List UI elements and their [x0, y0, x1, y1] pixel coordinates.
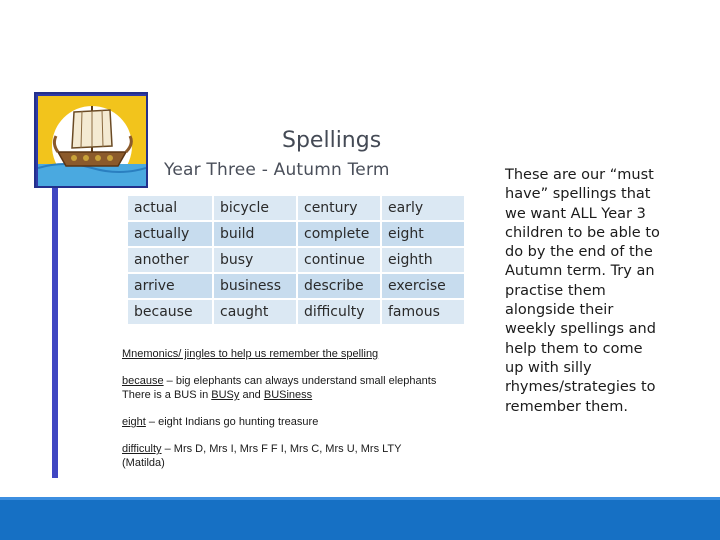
word-cell: complete — [298, 222, 380, 246]
mnemonic-eight — [122, 416, 318, 428]
spellings-document-image — [34, 92, 480, 478]
footer-accent-line — [0, 497, 720, 500]
word-cell: continue — [298, 248, 380, 272]
word-cell: famous — [382, 300, 464, 324]
mnemonic-because — [122, 375, 436, 387]
word-cell: actual — [128, 196, 212, 220]
table-row — [128, 222, 464, 246]
mnemonics-heading — [122, 348, 378, 360]
word-cell: early — [382, 196, 464, 220]
word-cell: caught — [214, 300, 296, 324]
mnemonic-text: There is a BUS in — [122, 389, 212, 401]
word-cell: exercise — [382, 274, 464, 298]
word-cell: bicycle — [214, 196, 296, 220]
mnemonic-difficulty — [122, 443, 401, 455]
word-cell: eight — [382, 222, 464, 246]
mnemonics-heading-text: Mnemonics/ jingles to help us remember the spelling — [122, 348, 379, 360]
word-cell: actually — [128, 222, 212, 246]
school-logo — [34, 92, 148, 188]
table-row — [128, 300, 464, 324]
mnemonic-keyword: BUSy — [211, 389, 240, 401]
table-row — [128, 274, 464, 298]
word-cell: describe — [298, 274, 380, 298]
mnemonic-keyword: BUSiness — [263, 389, 313, 401]
word-cell: busy — [214, 248, 296, 272]
word-cell: century — [298, 196, 380, 220]
word-cell: build — [214, 222, 296, 246]
word-cell: arrive — [128, 274, 212, 298]
mnemonic-keyword: because — [122, 375, 164, 387]
document-side-bar — [52, 188, 58, 478]
mnemonic-text: – eight Indians go hunting treasure — [145, 416, 319, 428]
word-cell: because — [128, 300, 212, 324]
table-row — [128, 248, 464, 272]
word-cell: difficulty — [298, 300, 380, 324]
word-cell: business — [214, 274, 296, 298]
mnemonic-busy — [122, 389, 312, 401]
mnemonic-text: – big elephants can always understand small elephants — [163, 375, 437, 387]
mnemonic-difficulty-note: (Matilda) — [122, 457, 165, 469]
document-subtitle: Year Three - Autumn Term — [164, 160, 390, 180]
word-cell: eighth — [382, 248, 464, 272]
mnemonic-text: – Mrs D, Mrs I, Mrs F F I, Mrs C, Mrs U, Mrs LTY — [161, 443, 402, 455]
footer-bar — [0, 497, 720, 540]
word-cell: another — [128, 248, 212, 272]
viking-ship-icon — [38, 96, 146, 186]
slide-caption: These are our “must have” spellings that we want ALL Year 3 children to be able to do by the end of the Autumn term. Try an practise them alongside their weekly spellings and help them to come up with silly rhymes/strategies to remember them. — [505, 167, 660, 415]
document-title: Spellings — [282, 128, 382, 153]
mnemonic-text: and — [239, 389, 264, 401]
table-row — [128, 196, 464, 220]
spelling-word-table — [126, 194, 466, 326]
mnemonic-keyword: eight — [122, 416, 146, 428]
mnemonic-keyword: difficulty — [122, 443, 162, 455]
